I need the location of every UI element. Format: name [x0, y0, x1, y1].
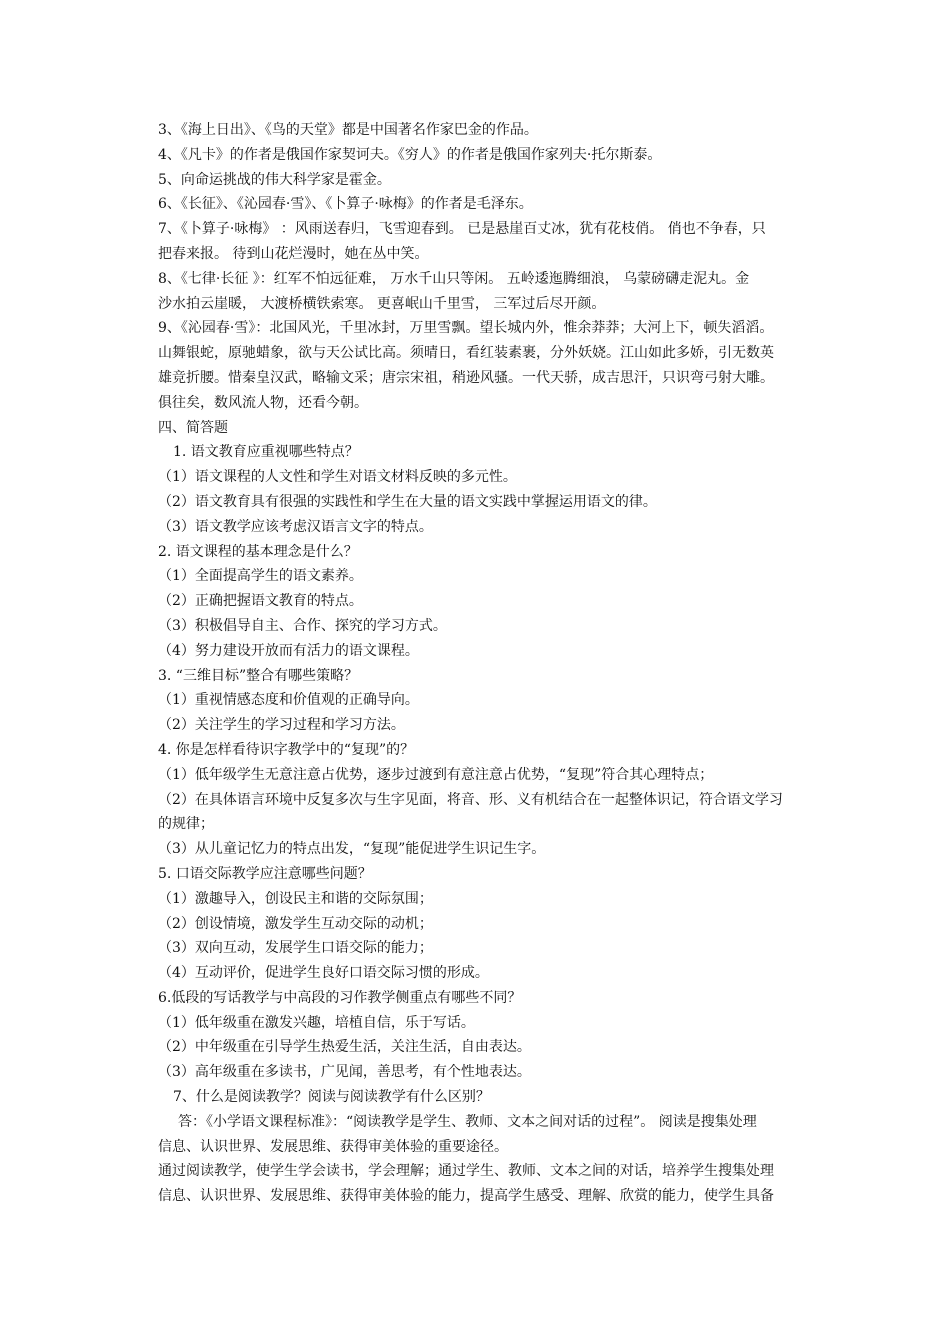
question-heading: 1. 语文教育应重视哪些特点？ [173, 444, 359, 461]
text-line: （1）低年级重在激发兴趣，培植自信，乐于写话。 [158, 1014, 475, 1031]
text-line: 6、《长征》、《沁园春·雪》、《卜算子·咏梅》的作者是毛泽东。 [158, 196, 533, 213]
text-line: （1）重视情感态度和价值观的正确导向。 [158, 692, 419, 709]
text-line: （1）低年级学生无意注意占优势，逐步过渡到有意注意占优势，“复现”符合其心理特点； [158, 766, 714, 783]
text-line: （2）中年级重在引导学生热爱生活，关注生活，自由表达。 [158, 1039, 531, 1056]
question-heading: 4. 你是怎样看待识字教学中的“复现”的？ [158, 741, 415, 758]
text-line: 5、向命运挑战的伟大科学家是霍金。 [158, 171, 391, 188]
text-line: 雄竞折腰。惜秦皇汉武，略输文采；唐宗宋祖，稍逊风骚。一代天骄，成吉思汗，只识弯弓射大雕。 [158, 369, 774, 386]
question-heading: 7、什么是阅读教学？阅读与阅读教学有什么区别？ [173, 1089, 490, 1106]
text-line: 沙水拍云崖暖， 大渡桥横铁索寒。 更喜岷山千里雪， 三军过后尽开颜。 [158, 295, 606, 312]
text-line: 9、《沁园春·雪》：北国风光，千里冰封，万里雪飘。望长城内外，惟余莽莽；大河上下，顿失滔滔。 [158, 320, 774, 337]
text-line: 的规律； [158, 816, 214, 833]
text-line: 8、《七律·长征 》：红军不怕远征难， 万水千山只等闲。 五岭逶迤腾细浪， 乌蒙磅礴走泥丸。金 [158, 270, 750, 287]
text-line: （4）互动评价，促进学生良好口语交际习惯的形成。 [158, 965, 489, 982]
text-line: 通过阅读教学，使学生学会读书，学会理解；通过学生、教师、文本之间的对话，培养学生搜集处理 [158, 1163, 774, 1180]
text-line: 3、《海上日出》、《鸟的天堂》都是中国著名作家巴金的作品。 [158, 122, 538, 138]
text-line: 答：《小学语文课程标准》：“阅读教学是学生、教师、文本之间对话的过程”。 阅读是搜集处理 [178, 1113, 757, 1130]
text-line: （2）在具体语言环境中反复多次与生字见面，将音、形、义有机结合在一起整体识记，符合语文学习 [158, 791, 783, 808]
question-heading: 6.低段的写话教学与中高段的习作教学侧重点有哪些不同？ [158, 989, 522, 1006]
text-line: （3）积极倡导自主、合作、探究的学习方式。 [158, 617, 447, 634]
text-line: 把春来报。 待到山花烂漫时，她在丛中笑。 [158, 245, 429, 262]
text-line: （3）双向互动，发展学生口语交际的能力； [158, 940, 433, 957]
text-line: （2）关注学生的学习过程和学习方法。 [158, 717, 405, 734]
text-line: （3）从儿童记忆力的特点出发，“复现”能促进学生识记生字。 [158, 841, 546, 858]
text-line: 4、《凡卡》的作者是俄国作家契诃夫。《穷人》的作者是俄国作家列夫·托尔斯泰。 [158, 146, 662, 163]
text-line: 信息、认识世界、发展思维、获得审美体验的重要途径。 [158, 1138, 508, 1155]
text-line: （3）语文教学应该考虑汉语言文字的特点。 [158, 518, 433, 535]
section-heading: 四、简答题 [158, 419, 228, 436]
text-line: （1）语文课程的人文性和学生对语文材料反映的多元性。 [158, 469, 517, 486]
question-heading: 5. 口语交际教学应注意哪些问题？ [158, 865, 372, 882]
text-line: （2）创设情境，激发学生互动交际的动机； [158, 915, 433, 932]
text-line: （1）全面提高学生的语文素养。 [158, 568, 363, 585]
text-line: （2）正确把握语文教育的特点。 [158, 593, 363, 610]
text-line: （3）高年级重在多读书，广见闻，善思考，有个性地表达。 [158, 1064, 531, 1081]
document-body [158, 118, 798, 1209]
text-line: （2）语文教育具有很强的实践性和学生在大量的语文实践中掌握运用语文的律。 [158, 493, 657, 510]
text-line: 信息、认识世界、发展思维、获得审美体验的能力，提高学生感受、理解、欣赏的能力，使学生具备 [158, 1188, 774, 1205]
question-heading: 3. “三维目标”整合有哪些策略？ [158, 667, 359, 684]
text-line: 7、《卜算子·咏梅》 ：风雨送春归，飞雪迎春到。 已是悬崖百丈冰，犹有花枝俏。 俏也不争春，只 [158, 221, 766, 238]
text-line: 俱往矣，数风流人物，还看今朝。 [158, 394, 368, 411]
text-line: （1）激趣导入，创设民主和谐的交际氛围； [158, 890, 433, 907]
text-line: 山舞银蛇，原驰蜡象，欲与天公试比高。须晴日，看红装素裹，分外妖娆。江山如此多娇，引无数英 [158, 345, 774, 362]
text-line: （4）努力建设开放而有活力的语文课程。 [158, 642, 419, 659]
question-heading: 2. 语文课程的基本理念是什么？ [158, 543, 358, 560]
